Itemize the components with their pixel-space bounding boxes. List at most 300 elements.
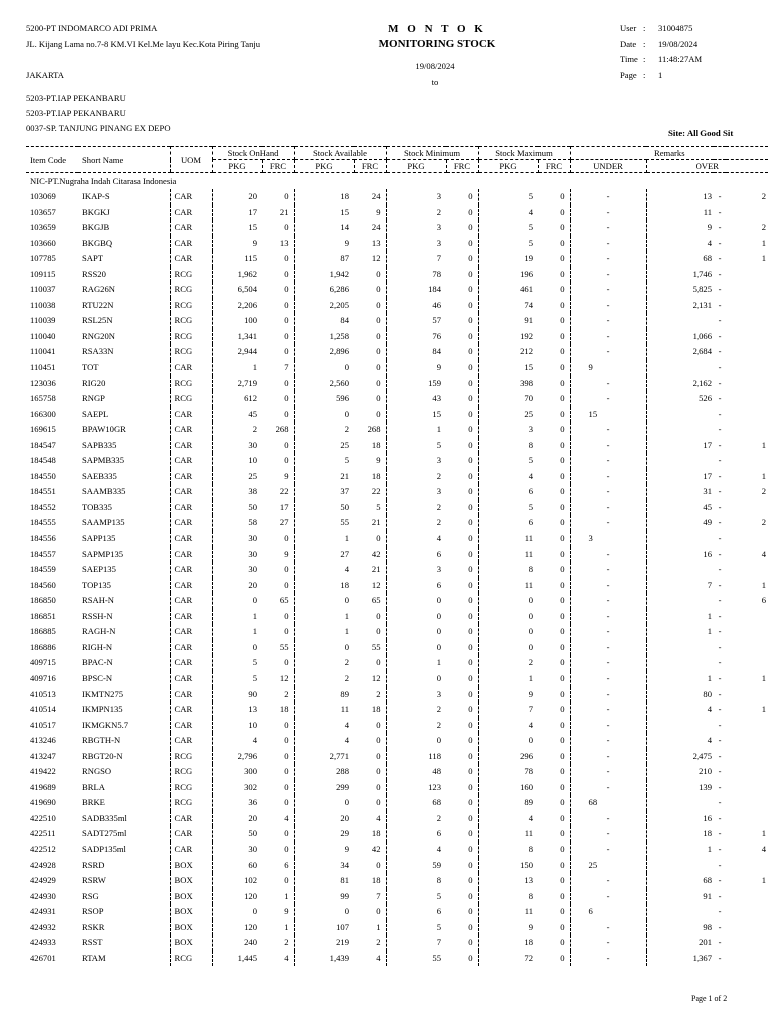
table-row (26, 469, 768, 485)
cell-minimum-frc: 0 (446, 935, 478, 951)
cell-over: 18 (703, 828, 713, 839)
cell-minimum-pkg: 6 (436, 579, 441, 590)
cell-uom: RCG (170, 344, 212, 360)
table-row (26, 438, 768, 454)
cell-available-frc: 2 (354, 687, 386, 703)
cell-available-frc: 0 (354, 391, 386, 407)
cell-minimum-pkg: 0 (436, 626, 441, 637)
cell-over-dash: - (718, 455, 722, 466)
cell-over (646, 453, 714, 469)
cell-onhand-pkg: 0 (252, 595, 257, 606)
cell-item-code: 110451 (30, 362, 56, 373)
cell-uom: RCG (170, 376, 212, 392)
cell-over-dash: - (718, 253, 722, 264)
cell-under: - (570, 593, 646, 609)
cell-item-code: 103657 (30, 206, 56, 217)
cell-onhand-frc: 65 (262, 593, 294, 609)
cell-maximum-frc: 0 (538, 236, 570, 252)
cell-available-frc: 0 (354, 531, 386, 547)
cell-over-dash: - (718, 377, 722, 388)
cell-available-frc: 0 (354, 749, 386, 765)
cell-over-dash: - (718, 595, 722, 606)
cell-available-frc: 0 (354, 407, 386, 423)
cell-onhand-pkg: 2,719 (237, 377, 257, 388)
cell-minimum-pkg: 3 (436, 191, 441, 201)
cell-over-dash: - (718, 610, 722, 621)
cell-maximum-frc: 0 (538, 205, 570, 221)
cell-item-code: 184555 (30, 517, 56, 528)
cell-minimum-pkg: 5 (436, 439, 441, 450)
cell-onhand-frc: 4 (262, 811, 294, 827)
table-row (26, 904, 768, 920)
cell-minimum-pkg: 3 (436, 688, 441, 699)
table-row (26, 562, 768, 578)
table-row (26, 236, 768, 252)
cell-available-frc: 22 (354, 484, 386, 500)
cell-over-extra (726, 858, 768, 874)
cell-minimum-pkg: 1 (436, 424, 441, 435)
cell-onhand-pkg: 120 (244, 890, 257, 901)
cell-maximum-pkg: 3 (528, 424, 534, 435)
cell-uom: CAR (170, 189, 212, 205)
cell-over-dash: - (718, 346, 722, 357)
cell-minimum-frc: 0 (446, 858, 478, 874)
user-value: 31004875 (658, 23, 693, 33)
cell-over-extra (726, 920, 768, 936)
time-label: Time (620, 54, 638, 64)
cell-maximum-frc: 0 (538, 422, 570, 438)
cell-item-code: 103659 (30, 222, 56, 233)
cell-available-frc: 18 (354, 702, 386, 718)
cell-maximum-pkg: 13 (524, 875, 534, 886)
cell-minimum-frc: 0 (446, 500, 478, 516)
cell-available-pkg: 34 (340, 859, 349, 870)
cell-minimum-pkg: 159 (428, 377, 441, 388)
cell-uom: CAR (170, 251, 212, 267)
cell-minimum-frc: 0 (446, 593, 478, 609)
cell-minimum-pkg: 0 (436, 672, 441, 683)
cell-short-name: IKMTN275 (82, 688, 124, 699)
cell-onhand-frc: 17 (262, 500, 294, 516)
cell-over-extra (726, 624, 768, 640)
cell-available-pkg: 0 (344, 362, 349, 373)
cell-uom: BOX (170, 873, 212, 889)
cell-uom: CAR (170, 220, 212, 236)
cell-over-dash: - (718, 579, 722, 590)
cell-over-dash: - (718, 206, 722, 217)
cell-available-frc: 0 (354, 780, 386, 796)
cell-minimum-frc: 0 (446, 640, 478, 656)
cell-onhand-pkg: 58 (248, 517, 257, 528)
cell-over-dash: - (718, 688, 722, 699)
cell-over-extra: 1 (761, 253, 767, 264)
cell-over-extra (726, 687, 768, 703)
cell-under: 15 (570, 407, 646, 423)
page-value: 1 (658, 70, 663, 80)
colon: : (643, 23, 646, 33)
cell-onhand-frc: 55 (262, 640, 294, 656)
table-row (26, 624, 768, 640)
cell-over-dash: - (718, 517, 722, 528)
cell-available-frc: 65 (354, 593, 386, 609)
cell-onhand-pkg: 10 (248, 719, 257, 730)
cell-maximum-frc: 0 (538, 640, 570, 656)
cell-uom: CAR (170, 826, 212, 842)
table-row (26, 826, 768, 842)
cell-minimum-pkg: 48 (432, 766, 441, 777)
cell-over-dash: - (718, 548, 722, 559)
cell-maximum-pkg: 9 (528, 921, 534, 932)
cell-maximum-frc: 0 (538, 671, 570, 687)
cell-maximum-frc: 0 (538, 251, 570, 267)
cell-onhand-frc: 0 (262, 531, 294, 547)
cell-over-extra (726, 500, 768, 516)
cell-uom: BOX (170, 858, 212, 874)
cell-over-extra: 1 (761, 470, 767, 481)
table-row (26, 220, 768, 236)
table-row (26, 671, 768, 687)
cell-item-code: 184552 (30, 501, 56, 512)
cell-short-name: SAPB335 (82, 439, 117, 450)
cell-maximum-pkg: 5 (528, 501, 534, 512)
cell-over-extra (726, 951, 768, 967)
cell-available-pkg: 1 (344, 626, 349, 637)
cell-maximum-frc: 0 (538, 500, 570, 516)
cell-onhand-frc: 0 (262, 842, 294, 858)
cell-onhand-frc: 6 (262, 858, 294, 874)
cell-maximum-pkg: 150 (520, 859, 534, 870)
cell-over: 4 (707, 237, 713, 248)
cell-onhand-frc: 12 (262, 671, 294, 687)
cell-onhand-frc: 0 (262, 438, 294, 454)
cell-over-dash: - (718, 408, 722, 419)
cell-maximum-frc: 0 (538, 687, 570, 703)
cell-onhand-pkg: 20 (248, 579, 257, 590)
cell-minimum-pkg: 2 (436, 812, 441, 823)
page-of: Page 1 of 2 (691, 994, 728, 1003)
cell-short-name: SAPP135 (82, 533, 116, 544)
cell-minimum-frc: 0 (446, 205, 478, 221)
cell-over-extra (726, 811, 768, 827)
cell-short-name: SAAMP135 (82, 517, 125, 528)
cell-over-dash: - (718, 501, 722, 512)
cell-under: - (570, 547, 646, 563)
cell-over (646, 904, 714, 920)
cell-onhand-pkg: 612 (244, 393, 257, 404)
cell-onhand-frc: 1 (262, 889, 294, 905)
cell-onhand-pkg: 9 (252, 237, 257, 248)
cell-short-name: IKAP-S (82, 191, 110, 201)
cell-maximum-frc: 0 (538, 360, 570, 376)
report-date-from: 19/08/2024 (415, 61, 455, 71)
cell-uom: CAR (170, 811, 212, 827)
cell-short-name: SAEPL (82, 408, 109, 419)
cell-available-frc: 21 (354, 515, 386, 531)
cell-onhand-frc: 18 (262, 702, 294, 718)
cell-under: 3 (570, 531, 646, 547)
cell-item-code: 426701 (30, 952, 56, 963)
cell-over (646, 360, 714, 376)
cell-over: 1,746 (692, 268, 713, 279)
cell-over: 98 (703, 921, 713, 932)
cell-over (646, 718, 714, 734)
cell-onhand-pkg: 115 (244, 253, 257, 264)
cell-minimum-frc: 0 (446, 469, 478, 485)
date-value: 19/08/2024 (658, 39, 698, 49)
cell-onhand-pkg: 4 (252, 735, 257, 746)
cell-over-extra (726, 282, 768, 298)
cell-maximum-pkg: 6 (528, 486, 534, 497)
cell-maximum-pkg: 5 (528, 222, 534, 233)
cell-maximum-pkg: 5 (528, 191, 534, 201)
cell-over: 9 (707, 222, 713, 233)
cell-under: - (570, 873, 646, 889)
cell-available-pkg: 15 (340, 206, 349, 217)
cell-maximum-frc: 0 (538, 547, 570, 563)
table-row (26, 795, 768, 811)
cell-over-extra: 1 (761, 237, 767, 248)
cell-available-frc: 12 (354, 671, 386, 687)
cell-under: - (570, 733, 646, 749)
cell-uom: RCG (170, 795, 212, 811)
cell-over (646, 531, 714, 547)
cell-onhand-frc: 0 (262, 298, 294, 314)
cell-over-extra (726, 889, 768, 905)
cell-minimum-frc: 0 (446, 718, 478, 734)
cell-item-code: 413246 (30, 735, 56, 746)
cell-maximum-pkg: 5 (528, 455, 534, 466)
cell-available-frc: 0 (354, 329, 386, 345)
col-stock-onhand: Stock OnHand (212, 147, 294, 160)
cell-under: - (570, 935, 646, 951)
cell-maximum-pkg: 196 (520, 268, 534, 279)
col-onhand-frc: FRC (262, 160, 294, 173)
table-row (26, 344, 768, 360)
cell-onhand-frc: 0 (262, 562, 294, 578)
site-filter: Site: All Good Sit (668, 128, 734, 138)
cell-minimum-pkg: 4 (436, 843, 441, 854)
cell-maximum-frc: 0 (538, 889, 570, 905)
cell-minimum-frc: 0 (446, 267, 478, 283)
cell-minimum-pkg: 5 (436, 921, 441, 932)
cell-maximum-pkg: 398 (520, 377, 534, 388)
cell-available-pkg: 0 (344, 595, 349, 606)
cell-over: 49 (703, 517, 713, 528)
cell-short-name: BKGBQ (82, 237, 113, 248)
col-stock-minimum: Stock Minimum (386, 147, 478, 160)
cell-onhand-pkg: 2 (252, 424, 257, 435)
cell-minimum-pkg: 6 (436, 906, 441, 917)
company-name: 5200-PT INDOMARCO ADI PRIMA (26, 23, 158, 33)
table-row (26, 531, 768, 547)
col-short-name: Short Name (78, 147, 170, 173)
cell-onhand-pkg: 1 (252, 626, 257, 637)
cell-uom: BOX (170, 904, 212, 920)
cell-maximum-frc: 0 (538, 826, 570, 842)
table-row (26, 951, 768, 967)
cell-over (646, 313, 714, 329)
cell-item-code: 186886 (30, 641, 56, 652)
cell-uom: RCG (170, 298, 212, 314)
cell-maximum-pkg: 5 (528, 237, 534, 248)
cell-over-extra (726, 407, 768, 423)
cell-maximum-frc: 0 (538, 858, 570, 874)
table-row (26, 453, 768, 469)
cell-over-extra (726, 640, 768, 656)
table-row (26, 298, 768, 314)
cell-maximum-frc: 0 (538, 578, 570, 594)
cell-onhand-pkg: 102 (244, 875, 257, 886)
cell-onhand-frc: 2 (262, 687, 294, 703)
cell-available-pkg: 99 (340, 890, 349, 901)
cell-over-extra (726, 391, 768, 407)
cell-available-frc: 1 (354, 920, 386, 936)
cell-maximum-frc: 0 (538, 562, 570, 578)
cell-over-dash: - (718, 564, 722, 575)
cell-available-pkg: 107 (336, 921, 349, 932)
cell-available-pkg: 0 (344, 906, 349, 917)
cell-over-extra (726, 780, 768, 796)
cell-short-name: RSS20 (82, 268, 106, 279)
cell-uom: CAR (170, 205, 212, 221)
cell-over: 4 (707, 704, 713, 715)
cell-maximum-pkg: 15 (524, 362, 534, 373)
cell-minimum-pkg: 78 (432, 268, 441, 279)
cell-short-name: SAPMP135 (82, 548, 124, 559)
cell-onhand-pkg: 60 (248, 859, 257, 870)
cell-available-pkg: 2 (344, 657, 349, 668)
cell-maximum-pkg: 160 (520, 781, 534, 792)
cell-uom: CAR (170, 609, 212, 625)
cell-short-name: RSOP (82, 906, 104, 917)
cell-minimum-pkg: 3 (436, 237, 441, 248)
cell-over-extra (726, 718, 768, 734)
cell-onhand-frc: 0 (262, 344, 294, 360)
table-row (26, 282, 768, 298)
cell-available-frc: 0 (354, 376, 386, 392)
cell-item-code: 413247 (30, 750, 56, 761)
table-row (26, 578, 768, 594)
cell-item-code: 107785 (30, 253, 56, 264)
cell-over-extra (726, 904, 768, 920)
cell-short-name: SADT275ml (82, 828, 127, 839)
cell-uom: BOX (170, 889, 212, 905)
cell-onhand-pkg: 30 (248, 533, 257, 544)
cell-over-extra: 1 (761, 828, 767, 839)
cell-over: 1 (707, 672, 713, 683)
cell-item-code: 123036 (30, 377, 56, 388)
cell-available-pkg: 0 (344, 641, 349, 652)
cell-uom: CAR (170, 624, 212, 640)
cell-over-dash: - (718, 843, 722, 854)
cell-over-extra (726, 344, 768, 360)
table-row (26, 329, 768, 345)
cell-available-pkg: 18 (340, 191, 349, 201)
cell-over-extra (726, 531, 768, 547)
cell-over-dash: - (718, 766, 722, 777)
cell-onhand-pkg: 1,962 (237, 268, 257, 279)
cell-over: 68 (703, 253, 713, 264)
cell-item-code: 410513 (30, 688, 56, 699)
cell-minimum-frc: 0 (446, 189, 478, 205)
colon: : (643, 70, 646, 80)
cell-available-frc: 2 (354, 935, 386, 951)
cell-onhand-frc: 0 (262, 376, 294, 392)
cell-over: 91 (703, 890, 713, 901)
cell-available-frc: 0 (354, 344, 386, 360)
cell-over: 1 (707, 626, 713, 637)
cell-minimum-frc: 0 (446, 655, 478, 671)
table-row (26, 547, 768, 563)
table-row (26, 873, 768, 889)
cell-maximum-pkg: 4 (528, 470, 534, 481)
cell-maximum-pkg: 0 (528, 735, 534, 746)
cell-uom: CAR (170, 531, 212, 547)
cell-under: - (570, 251, 646, 267)
cell-minimum-pkg: 9 (436, 362, 441, 373)
cell-available-frc: 13 (354, 236, 386, 252)
cell-over-dash: - (718, 641, 722, 652)
cell-over-dash: - (718, 812, 722, 823)
cell-minimum-frc: 0 (446, 920, 478, 936)
cell-available-pkg: 11 (340, 704, 349, 715)
cell-over (646, 640, 714, 656)
cell-item-code: 409715 (30, 657, 56, 668)
cell-short-name: BRKE (82, 797, 105, 808)
cell-under: - (570, 826, 646, 842)
cell-over-extra (726, 267, 768, 283)
cell-over-dash: - (718, 237, 722, 248)
cell-over-extra: 4 (761, 548, 767, 559)
cell-over-dash: - (718, 828, 722, 839)
cell-uom: CAR (170, 407, 212, 423)
cell-over-dash: - (718, 859, 722, 870)
cell-minimum-frc: 0 (446, 702, 478, 718)
cell-onhand-frc: 0 (262, 578, 294, 594)
cell-maximum-frc: 0 (538, 780, 570, 796)
cell-uom: RCG (170, 391, 212, 407)
cell-minimum-pkg: 2 (436, 517, 441, 528)
cell-onhand-pkg: 36 (248, 797, 257, 808)
group-label: NIC-PT.Nugraha Indah Citarasa Indonesia (30, 176, 177, 186)
cell-minimum-pkg: 76 (432, 330, 441, 341)
cell-over: 31 (703, 486, 713, 497)
cell-minimum-pkg: 2 (436, 206, 441, 217)
cell-minimum-pkg: 2 (436, 704, 441, 715)
cell-item-code: 186851 (30, 610, 56, 621)
table-row (26, 749, 768, 765)
cell-onhand-frc: 0 (262, 282, 294, 298)
table-row (26, 811, 768, 827)
cell-item-code: 419422 (30, 766, 56, 777)
cell-onhand-frc: 2 (262, 935, 294, 951)
cell-short-name: RSL25N (82, 315, 113, 326)
cell-minimum-pkg: 2 (436, 719, 441, 730)
cell-item-code: 166300 (30, 408, 56, 419)
cell-onhand-pkg: 1 (252, 362, 257, 373)
cell-minimum-pkg: 43 (432, 393, 441, 404)
cell-over-dash: - (718, 626, 722, 637)
cell-maximum-frc: 0 (538, 702, 570, 718)
cell-over: 7 (707, 579, 713, 590)
cell-item-code: 409716 (30, 672, 56, 683)
cell-short-name: RIGH-N (82, 641, 113, 652)
cell-maximum-frc: 0 (538, 655, 570, 671)
cell-short-name: RTAM (82, 952, 106, 963)
cell-onhand-pkg: 0 (252, 906, 257, 917)
cell-available-frc: 42 (354, 842, 386, 858)
cell-over: 139 (699, 781, 713, 792)
